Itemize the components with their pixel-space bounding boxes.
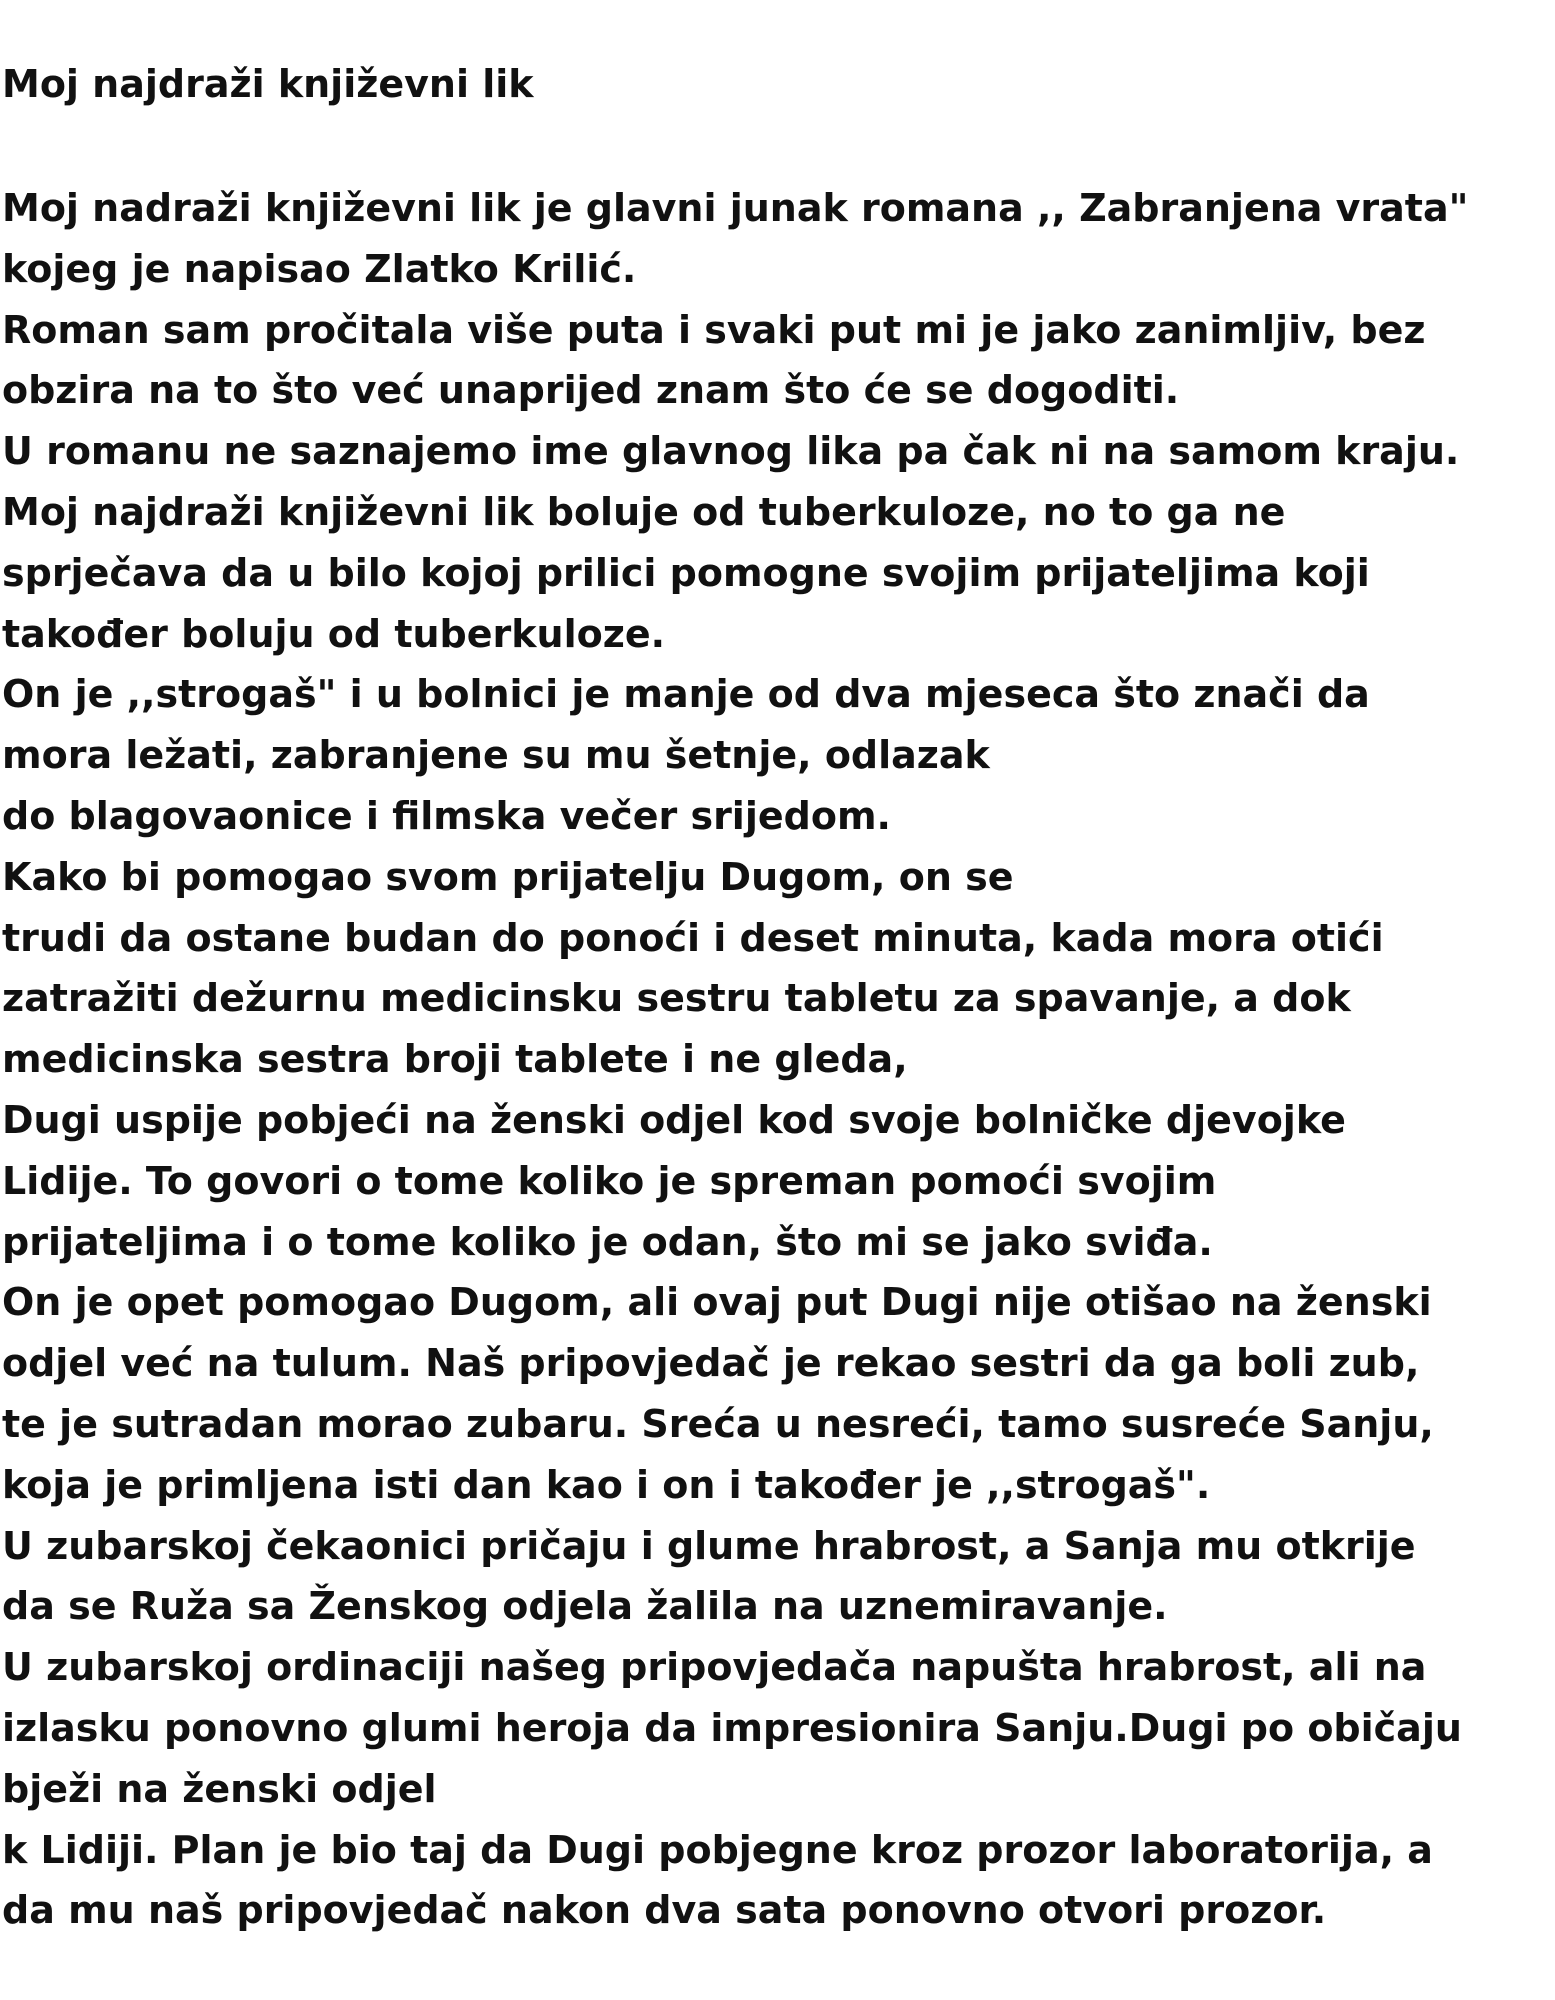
text-line: Kako bi pomogao svom prijatelju Dugom, on se bbox=[2, 854, 1014, 899]
text-line: On je ,,strogaš" i u bolnici je manje od dva mjeseca što znači da bbox=[2, 672, 1370, 717]
text-line: prijateljima i o tome koliko je odan, što mi se jako sviđa. bbox=[2, 1219, 1213, 1264]
text-line: k Lidiji. Plan je bio taj da Dugi pobjegne kroz prozor laboratorija, a bbox=[2, 1827, 1433, 1872]
text-line: bježi na ženski odjel bbox=[2, 1766, 437, 1811]
text-line: U romanu ne saznajemo ime glavnog lika pa čak ni na samom kraju. bbox=[2, 429, 1460, 474]
text-line: da se Ruža sa Ženskog odjela žalila na uznemiravanje. bbox=[2, 1584, 1168, 1629]
text-line: do blagovaonice i filmska večer srijedom. bbox=[2, 793, 891, 838]
text-line: mora ležati, zabranjene su mu šetnje, odlazak bbox=[2, 733, 990, 778]
text-line: odjel već na tulum. Naš pripovjedač je rekao sestri da ga boli zub, bbox=[2, 1341, 1420, 1386]
text-line: također boluju od tuberkuloze. bbox=[2, 611, 666, 656]
text-line: obzira na to što već unaprijed znam što će se dogoditi. bbox=[2, 368, 1180, 413]
text-line: trudi da ostane budan do ponoći i deset minuta, kada mora otići bbox=[2, 915, 1384, 960]
document-body bbox=[2, 178, 1552, 1941]
text-line: zatražiti dežurnu medicinsku sestru tabletu za spavanje, a dok bbox=[2, 976, 1351, 1021]
text-line: medicinska sestra broji tablete i ne gleda, bbox=[2, 1037, 908, 1082]
text-line: U zubarskoj čekaonici pričaju i glume hrabrost, a Sanja mu otkrije bbox=[2, 1523, 1416, 1568]
text-line: Moj nadraži književni lik je glavni junak romana ,, Zabranjena vrata" bbox=[2, 186, 1469, 230]
text-line: izlasku ponovno glumi heroja da impresionira Sanju.Dugi po običaju bbox=[2, 1705, 1462, 1750]
text-line: koja je primljena isti dan kao i on i također je ,,strogaš". bbox=[2, 1462, 1211, 1507]
text-line: da mu naš pripovjedač nakon dva sata ponovno otvori prozor. bbox=[2, 1888, 1327, 1933]
text-line: On je opet pomogao Dugom, ali ovaj put Dugi nije otišao na ženski bbox=[2, 1280, 1432, 1325]
text-line: kojeg je napisao Zlatko Krilić. bbox=[2, 246, 637, 291]
text-line: Moj najdraži književni lik boluje od tuberkuloze, no to ga ne bbox=[2, 489, 1286, 534]
text-line: te je sutradan morao zubaru. Sreća u nesreći, tamo susreće Sanju, bbox=[2, 1401, 1434, 1446]
document-title: Moj najdraži književni lik bbox=[2, 62, 534, 106]
text-line: Lidije. To govori o tome koliko je spreman pomoći svojim bbox=[2, 1158, 1217, 1203]
text-line: U zubarskoj ordinaciji našeg pripovjedača napušta hrabrost, ali na bbox=[2, 1645, 1427, 1690]
text-line: sprječava da u bilo kojoj prilici pomogne svojim prijateljima koji bbox=[2, 550, 1370, 595]
text-line: Dugi uspije pobjeći na ženski odjel kod svoje bolničke djevojke bbox=[2, 1097, 1346, 1142]
text-line: Roman sam pročitala više puta i svaki put mi je jako zanimljiv, bez bbox=[2, 307, 1426, 352]
